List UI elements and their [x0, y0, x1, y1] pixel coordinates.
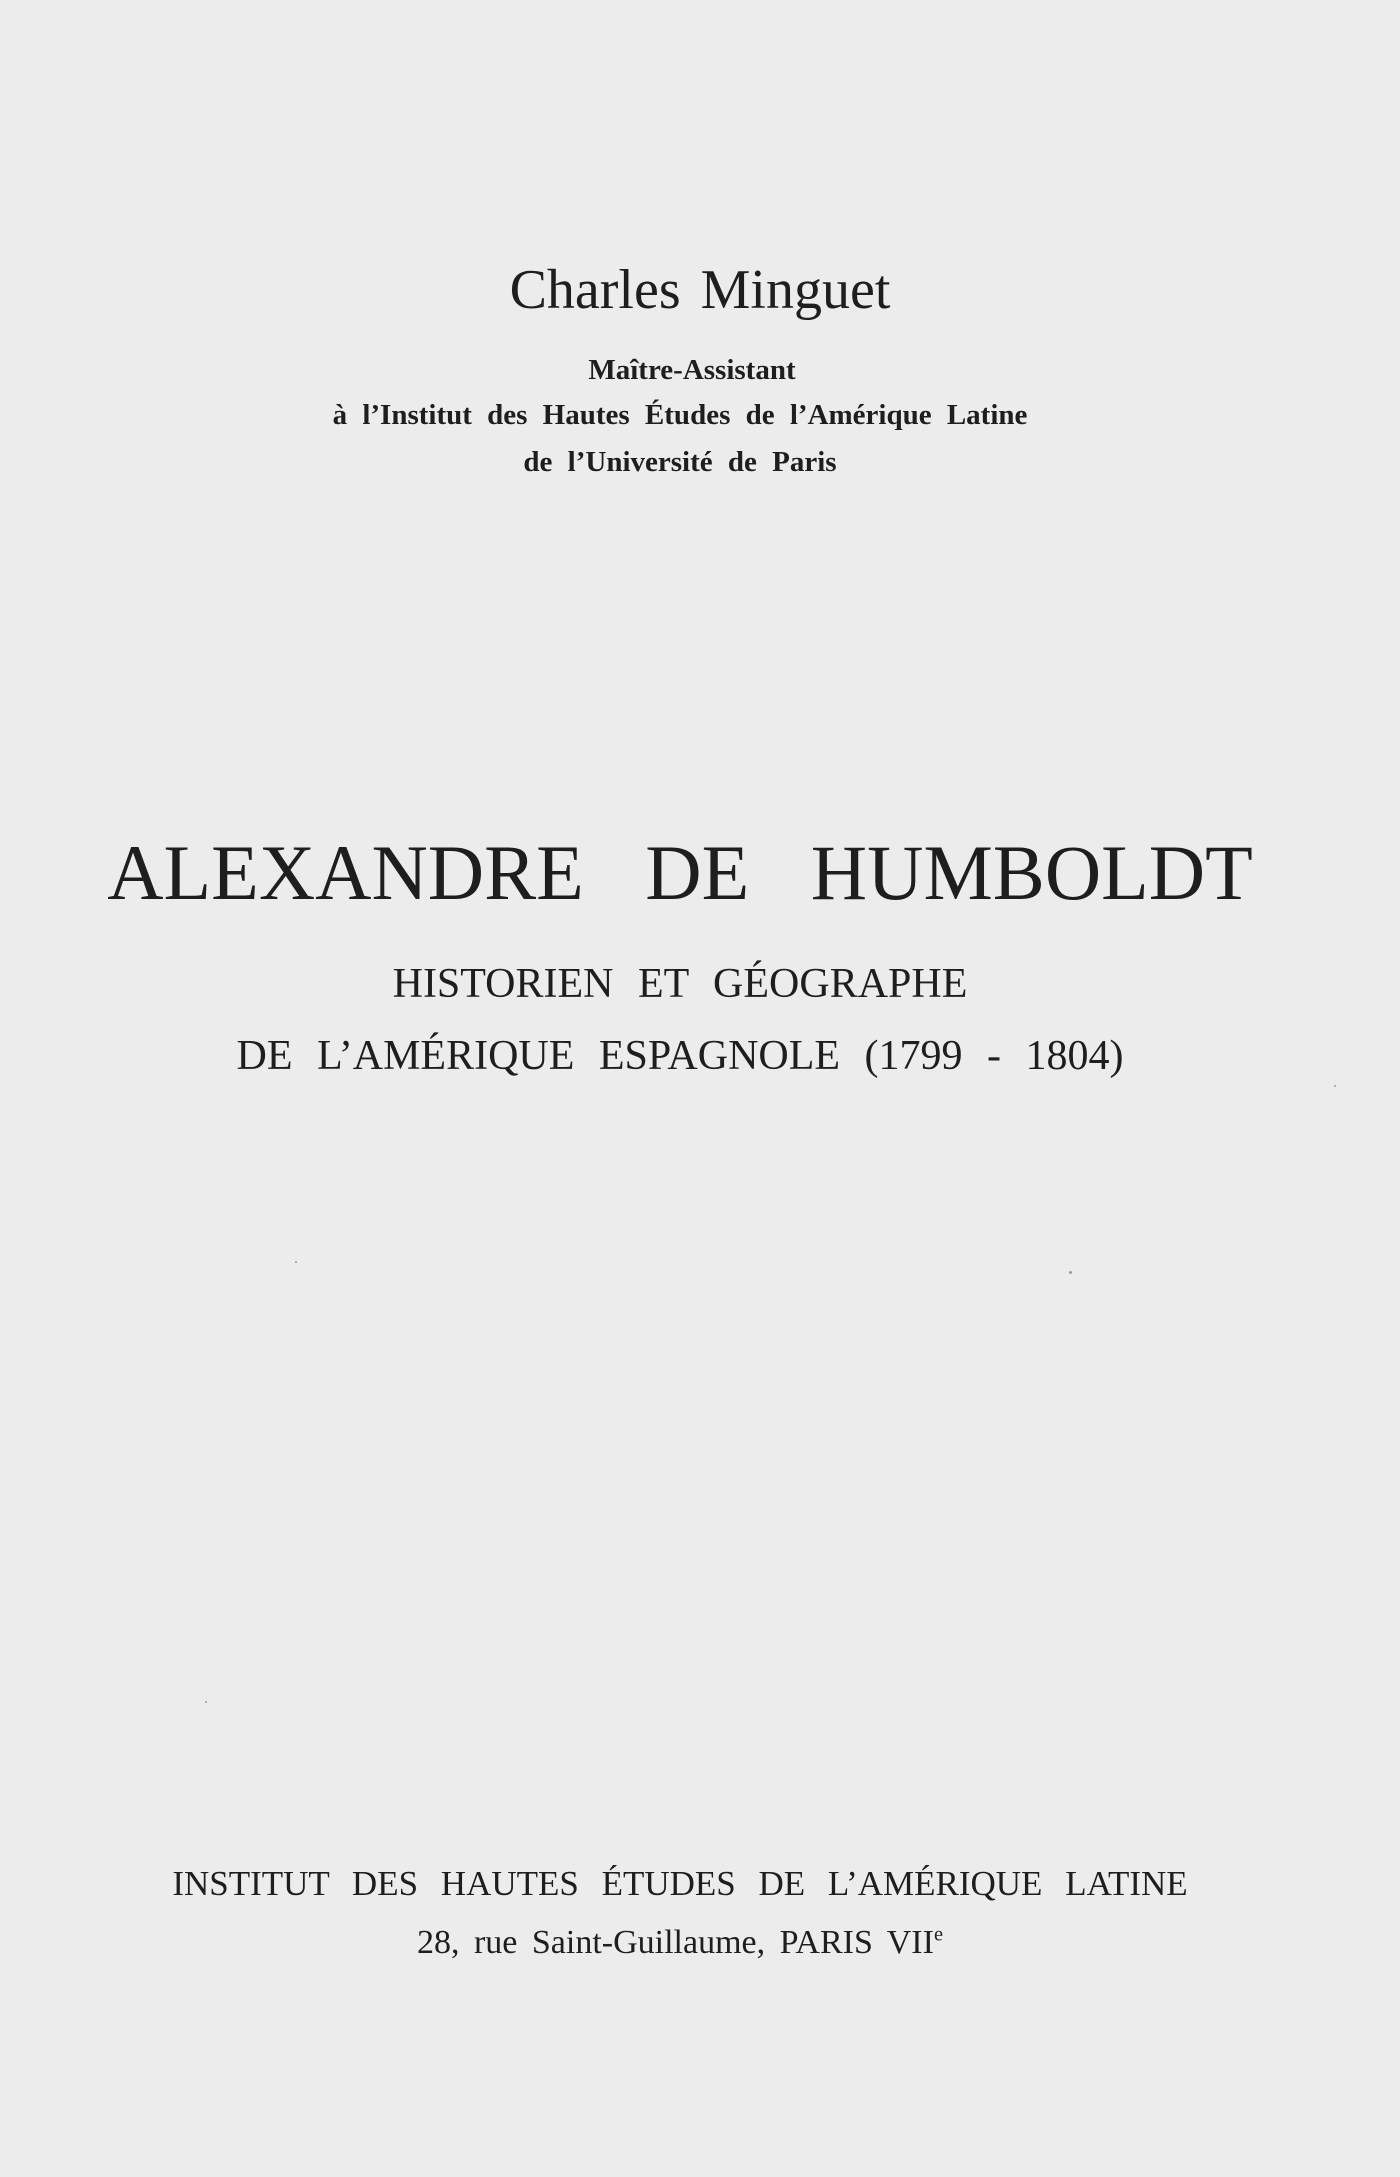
scan-speck — [1334, 1085, 1336, 1087]
publisher-address-superscript: e — [933, 1923, 944, 1946]
author-affiliation-line-3: de l’Université de Paris — [523, 446, 837, 478]
author-affiliation-line-2: à l’Institut des Hautes Études de l’Amérique Latine — [332, 399, 1028, 431]
book-subtitle-line-1: HISTORIEN ET GÉOGRAPHE — [392, 961, 968, 1007]
scan-speck — [205, 1701, 207, 1703]
book-subtitle-line-2: DE L’AMÉRIQUE ESPAGNOLE (1799 - 1804) — [236, 1033, 1124, 1079]
publisher-name: INSTITUT DES HAUTES ÉTUDES DE L’AMÉRIQUE LATINE — [172, 1864, 1188, 1903]
publisher-address — [0, 1923, 1380, 1961]
publisher-address-text: 28, rue Saint-Guillaume, PARIS VII — [416, 1924, 934, 1961]
scan-speck — [1069, 1271, 1072, 1274]
book-title: ALEXANDRE DE HUMBOLDT — [107, 829, 1253, 916]
author-affiliation-line-1: Maître-Assistant — [588, 354, 796, 386]
author-name: Charles Minguet — [509, 259, 891, 321]
scan-speck — [295, 1261, 297, 1263]
